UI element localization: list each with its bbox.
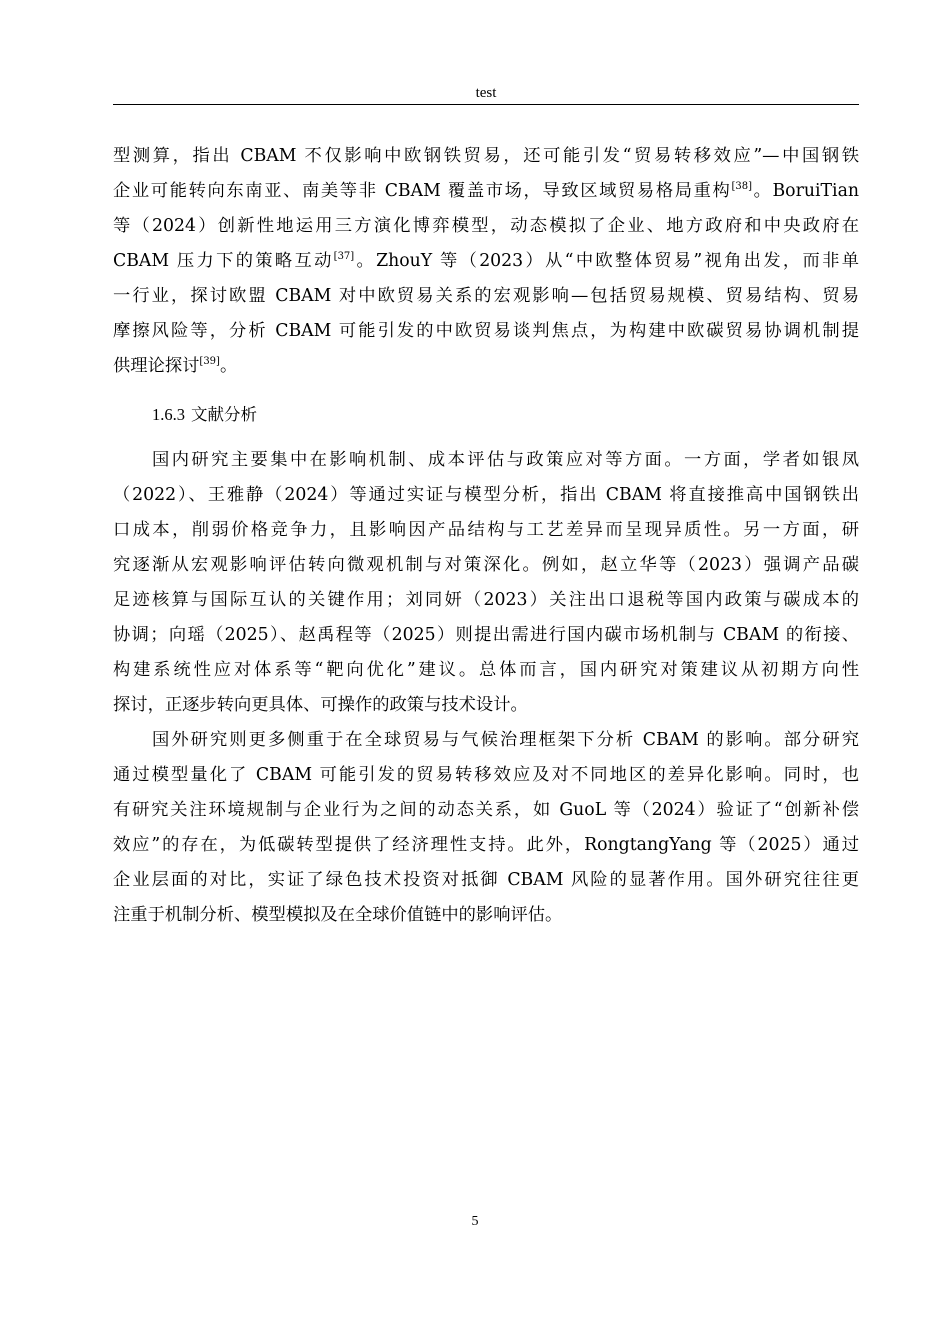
text-run: 供理论探讨 <box>113 356 200 376</box>
text-run: CBAM 压力下的策略互动 <box>113 251 334 271</box>
text-line: 国内研究主要集中在影响机制、成本评估与政策应对等方面。一方面，学者如银凤 <box>152 450 859 470</box>
citation-37[interactable]: [37] <box>333 251 355 262</box>
text-line: 究逐渐从宏观影响评估转向微观机制与对策深化。例如，赵立华等（2023）强调产品碳 <box>113 555 859 575</box>
text-run: 。 <box>219 356 238 376</box>
text-run: 摩擦风险等，分析 CBAM 可能引发的中欧贸易谈判焦点，为构建中欧碳贸易协调机制提 <box>113 321 859 341</box>
text-run: 。BoruiTian <box>751 181 859 201</box>
text-run: 一行业，探讨欧盟 CBAM 对中欧贸易关系的宏观影响—包括贸易规模、贸易结构、贸易 <box>113 286 859 306</box>
paragraph-foreign-research <box>113 723 859 933</box>
paragraph-continued <box>113 139 859 384</box>
text-run: 型测算，指出 CBAM 不仅影响中欧钢铁贸易，还可能引发“贸易转移效应”—中国钢铁 <box>113 146 859 166</box>
text-line: 效应”的存在，为低碳转型提供了经济理性支持。此外，RongtangYang 等（2025）通过 <box>113 835 859 855</box>
text-line <box>113 314 859 349</box>
document-body <box>113 139 859 933</box>
paragraph-domestic-research <box>113 443 859 723</box>
text-line: 通过模型量化了 CBAM 可能引发的贸易转移效应及对不同地区的差异化影响。同时，也 <box>113 765 859 785</box>
text-line: 国外研究则更多侧重于在全球贸易与气候治理框架下分析 CBAM 的影响。部分研究 <box>152 730 859 750</box>
text-line: （2022）、王雅静（2024）等通过实证与模型分析，指出 CBAM 将直接推高中国钢铁出 <box>113 485 859 505</box>
section-number: 1.6.3 <box>152 405 185 424</box>
text-line: 企业层面的对比，实证了绿色技术投资对抵御 CBAM 风险的显著作用。国外研究往往更 <box>113 870 859 890</box>
text-line: 协调；向瑶（2025）、赵禹程等（2025）则提出需进行国内碳市场机制与 CBAM 的衔接、 <box>113 625 859 645</box>
text-line <box>113 174 859 209</box>
text-line: 有研究关注环境规制与企业行为之间的动态关系，如 GuoL 等（2024）验证了“创新补偿 <box>113 800 859 820</box>
running-header: test <box>475 85 497 101</box>
text-line: 注重于机制分析、模型模拟及在全球价值链中的影响评估。 <box>113 905 563 925</box>
text-line: 探讨，正逐步转向更具体、可操作的政策与技术设计。 <box>113 695 528 715</box>
citation-38[interactable]: [38] <box>731 181 752 192</box>
page-number: 5 <box>471 1214 479 1229</box>
text-line <box>113 209 859 244</box>
text-run: 。ZhouY 等（2023）从“中欧整体贸易”视角出发，而非单 <box>354 251 859 271</box>
text-line: 足迹核算与国际互认的关键作用；刘同妍（2023）关注出口退税等国内政策与碳成本的 <box>113 590 859 610</box>
text-line <box>113 139 859 174</box>
text-line: 口成本，削弱价格竞争力，且影响因产品结构与工艺差异而呈现异质性。另一方面，研 <box>113 520 859 540</box>
text-line: 构建系统性应对体系等“靶向优化”建议。总体而言，国内研究对策建议从初期方向性 <box>113 660 859 680</box>
section-heading <box>113 404 859 426</box>
citation-39[interactable]: [39] <box>199 356 220 367</box>
text-run: 企业可能转向东南亚、南美等非 CBAM 覆盖市场，导致区域贸易格局重构 <box>113 181 732 201</box>
section-title: 文献分析 <box>191 405 257 424</box>
text-line <box>113 349 859 384</box>
text-line <box>113 244 859 279</box>
text-line <box>113 279 859 314</box>
text-run: 等（2024）创新性地运用三方演化博弈模型，动态模拟了企业、地方政府和中央政府在 <box>113 216 859 236</box>
header-rule <box>113 104 859 105</box>
